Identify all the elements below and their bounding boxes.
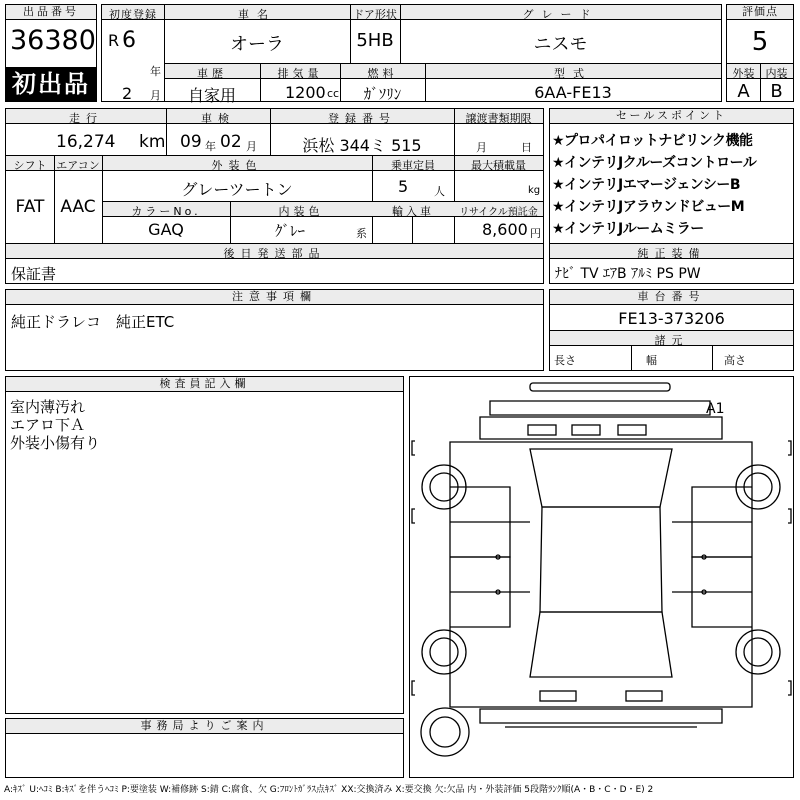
exterior-label: 外装 <box>732 67 755 80</box>
sales-point-3: ★インテリJエマージェンシーB <box>552 177 741 193</box>
mileage: 16,274 <box>56 132 116 152</box>
mileage-label: 走行 <box>69 112 103 125</box>
chassis-number: FE13-373206 <box>618 309 725 328</box>
later-parts: 保証書 <box>11 265 57 283</box>
exterior-score: A <box>737 81 750 102</box>
equipment: ﾅﾋﾞ TV ｴｱB ｱﾙﾐ PS PW <box>555 266 701 282</box>
damage-mark-a1: A1 <box>706 401 725 417</box>
height-label: 高さ <box>724 354 746 367</box>
sales-point-5: ★インテリJルームミラー <box>552 221 704 237</box>
air-conditioner: AAC <box>60 197 96 217</box>
import-label: 輸入車 <box>392 205 434 218</box>
office-label: 事務局よりご案内 <box>6 719 403 734</box>
transfer-month-unit: 月 <box>476 141 487 154</box>
car-name-label: 車名 <box>238 8 276 21</box>
chassis-box <box>549 289 794 371</box>
int-color: ｸﾞﾚｰ <box>274 222 305 240</box>
score-label: 評価点 <box>727 5 793 20</box>
notes-label: 注意事項欄 <box>6 290 543 305</box>
color-no-label: カラーNo. <box>131 205 201 218</box>
lot-number: 36380 <box>10 25 96 56</box>
length-label: 長さ <box>554 354 576 367</box>
inspection-label: 車検 <box>201 112 235 125</box>
model-label: 型式 <box>554 67 592 80</box>
car-diagram-box <box>409 376 794 778</box>
reg-month-unit: 月 <box>150 89 161 102</box>
recycle-label: リサイクル預託金 <box>459 207 538 218</box>
inspector-box <box>5 376 404 714</box>
equip-label: 純正装備 <box>637 247 706 260</box>
grade-label: グレード <box>522 8 599 21</box>
lot-box <box>5 4 97 102</box>
inspector-line-2: エアロ下Ａ <box>10 416 86 434</box>
load-label: 最大積載量 <box>471 159 526 172</box>
later-parts-label: 後日発送部品 <box>223 247 326 260</box>
first-listing-badge: 初出品 <box>6 67 96 101</box>
interior-label: 内装 <box>765 67 788 80</box>
displacement: 1200 <box>285 83 326 102</box>
shift-label: シフト <box>13 159 47 172</box>
sales-points-box <box>549 108 794 284</box>
car-name: オーラ <box>230 34 284 55</box>
inspection-month-unit: 月 <box>246 140 257 153</box>
notes-text: 純正ドラレコ 純正ETC <box>11 313 175 331</box>
fuel-label: 燃料 <box>367 67 398 80</box>
mileage-unit: km <box>139 132 166 152</box>
seats-unit: 人 <box>434 185 445 198</box>
door-type: 5HB <box>356 30 394 51</box>
reg-year-label: 初度登録 <box>109 8 157 21</box>
sales-point-1: ★プロパイロットナビリンク機能 <box>552 133 753 149</box>
seats-label: 乗車定員 <box>391 159 435 172</box>
notes-box <box>5 289 544 371</box>
width-label: 幅 <box>646 354 657 367</box>
interior-score: B <box>770 81 783 102</box>
ext-color: グレーツートン <box>181 180 293 199</box>
reg-month: 2 <box>122 84 133 103</box>
plate-number: 浜松 344ミ 515 <box>302 136 422 155</box>
transfer-label: 譲渡書類期限 <box>465 112 532 125</box>
legend: A:ｷｽﾞ U:ﾍｺﾐ B:ｷｽﾞを伴うﾍｺﾐ P:要塗装 W:補修跡 S:錆 C:腐食、欠 G:ﾌﾛﾝﾄｶﾞﾗｽ点ｷｽﾞ XX:交換済み X:要交換 欠:欠品 内・外装評価 5段階ﾗﾝｸ順(A・B・C・D・E) 2 <box>4 785 654 795</box>
color-no: GAQ <box>148 220 184 239</box>
ext-color-label: 外装色 <box>211 159 263 172</box>
displacement-unit: cc <box>327 87 340 100</box>
model: 6AA-FE13 <box>534 83 612 102</box>
recycle-fee: 8,600 <box>482 220 528 239</box>
sales-point-4: ★インテリJアラウンドビューM <box>552 199 745 215</box>
displacement-label: 排気量 <box>277 67 323 80</box>
inspection-year: 09 <box>180 132 202 152</box>
plate-label: 登録番号 <box>328 112 396 125</box>
fuel: ｶﾞｿﾘﾝ <box>363 85 402 103</box>
dims-label: 諸元 <box>654 334 689 347</box>
reg-year: 6 <box>122 28 136 53</box>
history: 自家用 <box>187 86 236 105</box>
load-unit: kg <box>528 185 541 196</box>
sales-label: セールスポイント <box>550 109 793 124</box>
door-label: ドア形状 <box>353 8 397 21</box>
era: R <box>108 31 120 50</box>
car-diagram <box>410 377 793 777</box>
score-box <box>726 4 794 102</box>
sales-point-2: ★インテリJクルーズコントロール <box>552 155 757 171</box>
recycle-unit: 円 <box>530 227 541 240</box>
lot-label: 出品番号 <box>6 5 96 20</box>
overall-score: 5 <box>751 27 769 57</box>
office-box <box>5 718 404 778</box>
inspector-line-3: 外装小傷有り <box>10 434 101 452</box>
inspector-label: 検査員記入欄 <box>6 377 403 392</box>
reg-year-unit: 年 <box>150 65 161 78</box>
chassis-label: 車台番号 <box>550 290 793 305</box>
vehicle-info-box <box>101 4 722 105</box>
inspector-line-1: 室内薄汚れ <box>10 398 86 416</box>
int-color-unit: 系 <box>356 227 367 240</box>
inspection-year-unit: 年 <box>205 140 216 153</box>
history-label: 車歴 <box>197 67 227 80</box>
shift: FAT <box>15 197 45 217</box>
seats: 5 <box>398 177 409 196</box>
inspection-month: 02 <box>220 132 242 152</box>
specs-box <box>5 108 544 284</box>
ac-label: エアコン <box>56 159 100 172</box>
int-color-label: 内装色 <box>278 205 324 218</box>
transfer-day-unit: 日 <box>521 141 532 154</box>
grade: ニスモ <box>533 34 588 55</box>
